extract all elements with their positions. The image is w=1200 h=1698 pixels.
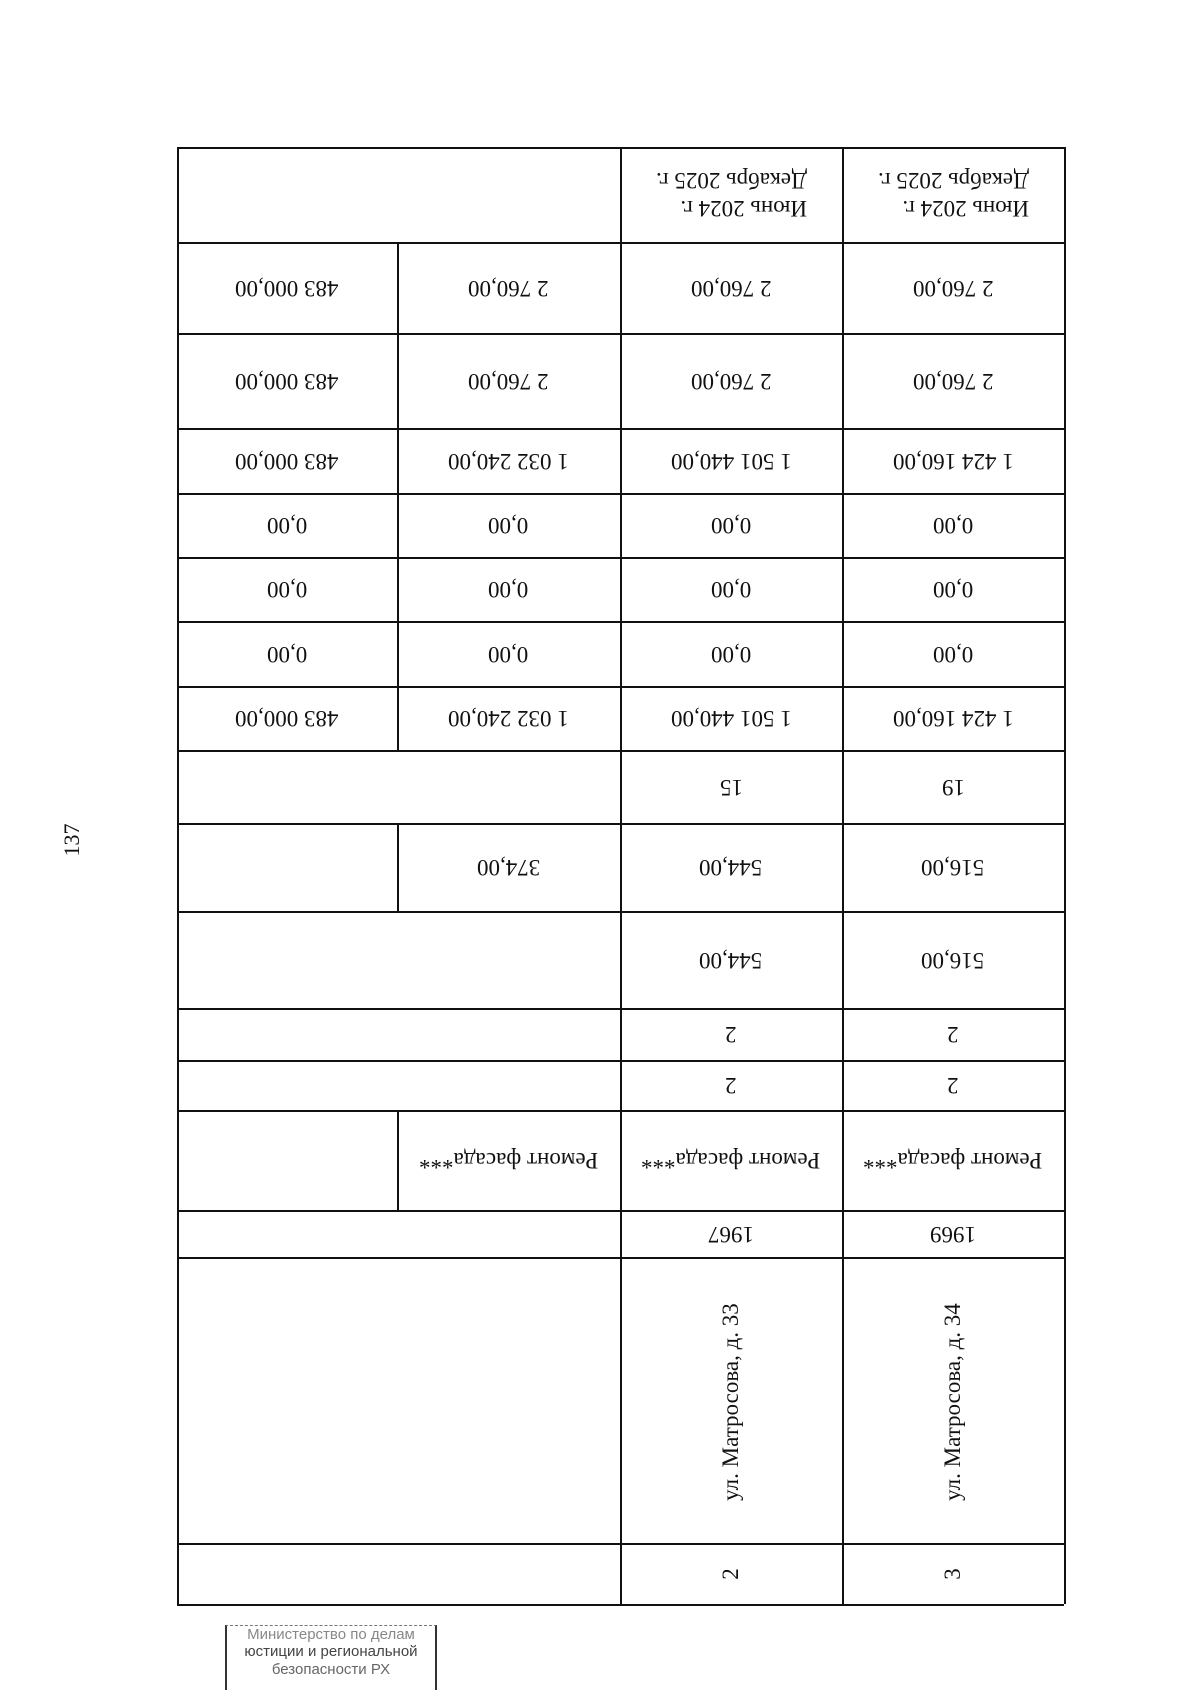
fund-2-value: 0,00: [710, 577, 752, 602]
cell-fund-3: [620, 493, 842, 557]
cell-work-type: [397, 1110, 620, 1210]
cell-col-b: [842, 1008, 1064, 1060]
cell-year: [842, 1210, 1064, 1257]
cell-area-work: [620, 823, 842, 911]
year-value: 1969: [930, 1221, 976, 1247]
cell-area-work: [397, 823, 620, 911]
address-value: ул. Матросова, д. 33: [718, 1303, 743, 1501]
cell-address: [620, 1257, 842, 1543]
cell-unit-cost-limit: [842, 242, 1064, 333]
cell-work-type: [842, 1110, 1064, 1210]
cell-fund-4: [397, 428, 620, 493]
area-work-value: 516,00: [921, 855, 985, 880]
cell-fund-2: [620, 557, 842, 621]
cell-unit-cost-limit: [397, 242, 620, 333]
cell-total-cost: [397, 686, 620, 750]
fund-4-value: 1 501 440,00: [670, 448, 792, 474]
unit-cost-limit-value: 2 760,00: [912, 275, 994, 301]
cell-area-total: [620, 911, 842, 1008]
cell-col-b: [620, 1008, 842, 1060]
cell-total-cost: [620, 686, 842, 750]
cell-total-cost: [842, 686, 1064, 750]
unit-cost-limit-value: 2 760,00: [690, 275, 772, 301]
cell-work-type: [620, 1110, 842, 1210]
cell-unit-cost-limit: [177, 242, 397, 333]
fund-1-value: 0,00: [710, 641, 752, 667]
area-total-value: 544,00: [699, 947, 763, 973]
year-value: 1967: [708, 1221, 754, 1247]
fund-3-value: 0,00: [266, 513, 308, 538]
cell-year: [620, 1210, 842, 1257]
unit-cost-value: 483 000,00: [235, 368, 339, 394]
table-border-right: [1064, 147, 1066, 1604]
cell-fund-2: [177, 557, 397, 621]
col-c-value: 15: [719, 774, 743, 800]
stamp-line-2: юстиции и региональной: [244, 1643, 418, 1661]
total-cost-value: 1 501 440,00: [670, 706, 792, 731]
area-work-value: 374,00: [476, 855, 541, 880]
table-border-bottom: [177, 1604, 1064, 1606]
cell-period: [620, 147, 842, 242]
period-start: Июнь 2024 г.: [901, 196, 1029, 222]
unit-cost-limit-value: 2 760,00: [468, 275, 549, 301]
fund-2-value: 0,00: [932, 577, 974, 602]
cell-fund-1: [397, 621, 620, 686]
cell-number: [620, 1543, 842, 1604]
col-a-value: 2: [725, 1073, 737, 1098]
cell-unit-cost: [620, 333, 842, 428]
area-work-value: 544,00: [699, 855, 763, 880]
total-cost-value: 483 000,00: [235, 706, 339, 731]
cell-fund-1: [177, 621, 397, 686]
col-a-value: 2: [947, 1073, 959, 1098]
unit-cost-value: 2 760,00: [468, 368, 549, 394]
fund-4-value: 1 424 160,00: [892, 448, 1014, 474]
work-type-value: Ремонт фасада***: [863, 1148, 1043, 1173]
fund-1-value: 0,00: [488, 641, 529, 667]
period-start: Июнь 2024 г.: [679, 196, 807, 222]
work-type-value: Ремонт фасада***: [418, 1148, 599, 1173]
cell-address: [842, 1257, 1064, 1543]
period-end: Декабрь 2025 г.: [877, 168, 1029, 194]
unit-cost-value: 2 760,00: [690, 368, 772, 394]
period-text: [656, 167, 807, 222]
cell-fund-2: [842, 557, 1064, 621]
cell-col-a: [620, 1060, 842, 1110]
cell-col-a: [842, 1060, 1064, 1110]
stamp-line-1: Министерство по делам: [247, 1626, 415, 1643]
cell-fund-4: [842, 428, 1064, 493]
cell-fund-3: [397, 493, 620, 557]
cell-area-total: [842, 911, 1064, 1008]
fund-3-value: 0,00: [710, 513, 752, 538]
fund-2-value: 0,00: [266, 577, 308, 602]
work-type-value: Ремонт фасада***: [641, 1148, 821, 1173]
cell-area-work: [842, 823, 1064, 911]
cell-col-c: [620, 750, 842, 823]
cell-total-cost: [177, 686, 397, 750]
cell-fund-4: [177, 428, 397, 493]
cell-col-c: [842, 750, 1064, 823]
cell-fund-2: [397, 557, 620, 621]
fund-4-value: 483 000,00: [235, 448, 339, 474]
cell-unit-cost: [397, 333, 620, 428]
total-cost-value: 1 032 240,00: [448, 706, 569, 731]
cell-unit-cost: [842, 333, 1064, 428]
cell-unit-cost: [177, 333, 397, 428]
fund-1-value: 0,00: [266, 641, 308, 667]
number-value: 3: [940, 1567, 965, 1580]
period-text: [878, 167, 1029, 222]
unit-cost-value: 2 760,00: [912, 368, 994, 394]
cell-unit-cost-limit: [620, 242, 842, 333]
cell-fund-1: [620, 621, 842, 686]
cell-number: [842, 1543, 1064, 1604]
total-cost-value: 1 424 160,00: [892, 706, 1014, 731]
fund-1-value: 0,00: [932, 641, 974, 667]
fund-4-value: 1 032 240,00: [448, 448, 569, 474]
col-b-value: 2: [947, 1022, 959, 1047]
fund-3-value: 0,00: [488, 513, 529, 538]
cell-period: [842, 147, 1064, 242]
page-number: 137: [59, 823, 84, 857]
area-total-value: 516,00: [921, 947, 985, 973]
cell-fund-3: [177, 493, 397, 557]
cell-fund-1: [842, 621, 1064, 686]
stamp-line-3: безопасности РХ: [271, 1660, 391, 1678]
ministry-stamp: [225, 1625, 437, 1690]
address-value: ул. Матросова, д. 34: [940, 1303, 965, 1501]
number-value: 2: [718, 1567, 743, 1580]
cell-fund-3: [842, 493, 1064, 557]
cell-fund-4: [620, 428, 842, 493]
fund-2-value: 0,00: [488, 577, 529, 602]
col-b-value: 2: [725, 1022, 737, 1047]
col-c-value: 19: [941, 774, 965, 800]
unit-cost-limit-value: 483 000,00: [235, 275, 339, 301]
fund-3-value: 0,00: [932, 513, 974, 538]
period-end: Декабрь 2025 г.: [655, 168, 807, 194]
